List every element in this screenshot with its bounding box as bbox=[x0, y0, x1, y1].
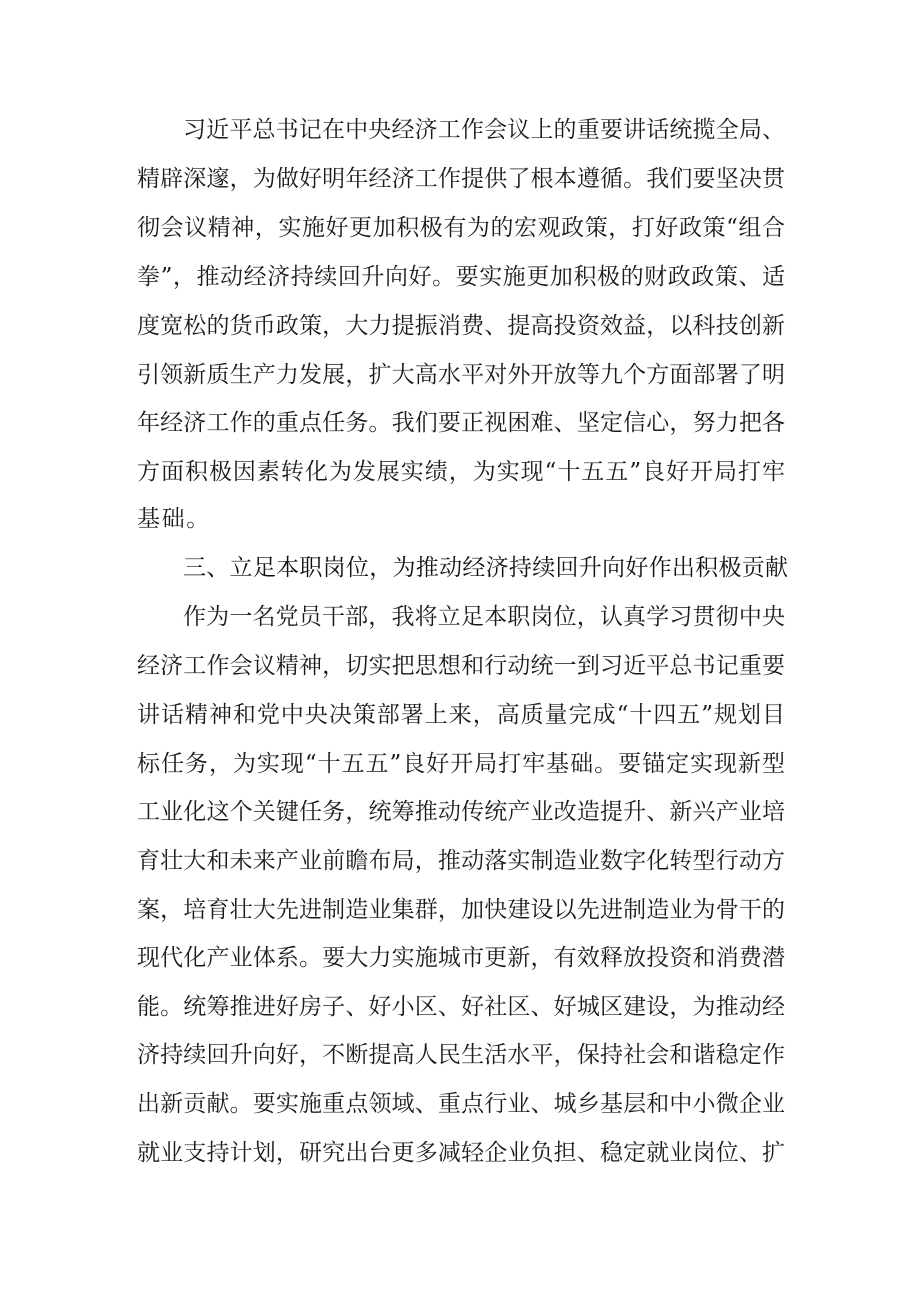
paragraph-2-line-4: 标任务，为实现“十五五”良好开局打牢基础。要锚定实现新型 bbox=[137, 751, 785, 777]
paragraph-2-line-9: 能。统筹推进好房子、好小区、好社区、好城区建设，为推动经 bbox=[137, 994, 785, 1020]
paragraph-2-line-6: 育壮大和未来产业前瞻布局，推动落实制造业数字化转型行动方 bbox=[137, 848, 785, 874]
paragraph-1-line-9: 基础。 bbox=[137, 506, 211, 532]
paragraph-1-line-2: 精辟深邃，为做好明年经济工作提供了根本遵循。我们要坚决贯 bbox=[137, 166, 785, 192]
paragraph-2-line-7: 案，培育壮大先进制造业集群，加快建设以先进制造业为骨干的 bbox=[137, 897, 785, 923]
paragraph-2-line-3: 讲话精神和党中央决策部署上来，高质量完成“十四五”规划目 bbox=[137, 702, 785, 728]
paragraph-1-line-4: 拳”，推动经济持续回升向好。要实施更加积极的财政政策、适 bbox=[137, 264, 785, 290]
paragraph-1-line-1: 习近平总书记在中央经济工作会议上的重要讲话统揽全局、 bbox=[183, 117, 785, 143]
paragraph-1-line-7: 年经济工作的重点任务。我们要正视困难、坚定信心，努力把各 bbox=[137, 410, 785, 436]
paragraph-2-line-8: 现代化产业体系。要大力实施城市更新，有效释放投资和消费潜 bbox=[137, 945, 785, 971]
paragraph-2-line-5: 工业化这个关键任务，统筹推动传统产业改造提升、新兴产业培 bbox=[137, 799, 785, 825]
paragraph-2-line-2: 经济工作会议精神，切实把思想和行动统一到习近平总书记重要 bbox=[137, 653, 785, 679]
paragraph-1-line-3: 彻会议精神，实施好更加积极有为的宏观政策，打好政策“组合 bbox=[137, 215, 785, 241]
paragraph-1-line-8: 方面积极因素转化为发展实绩，为实现“十五五”良好开局打牢 bbox=[137, 459, 785, 485]
paragraph-2-line-12: 就业支持计划，研究出台更多减轻企业负担、稳定就业岗位、扩 bbox=[137, 1140, 785, 1166]
section-heading-3: 三、立足本职岗位，为推动经济持续回升向好作出积极贡献 bbox=[183, 555, 788, 581]
paragraph-2-line-10: 济持续回升向好，不断提高人民生活水平，保持社会和谐稳定作 bbox=[137, 1042, 785, 1068]
paragraph-1-line-6: 引领新质生产力发展，扩大高水平对外开放等九个方面部署了明 bbox=[137, 362, 785, 388]
paragraph-2-line-11: 出新贡献。要实施重点领域、重点行业、城乡基层和中小微企业 bbox=[137, 1091, 785, 1117]
paragraph-1-line-5: 度宽松的货币政策，大力提振消费、提高投资效益，以科技创新 bbox=[137, 313, 785, 339]
paragraph-2-line-1: 作为一名党员干部，我将立足本职岗位，认真学习贯彻中央 bbox=[183, 604, 785, 630]
